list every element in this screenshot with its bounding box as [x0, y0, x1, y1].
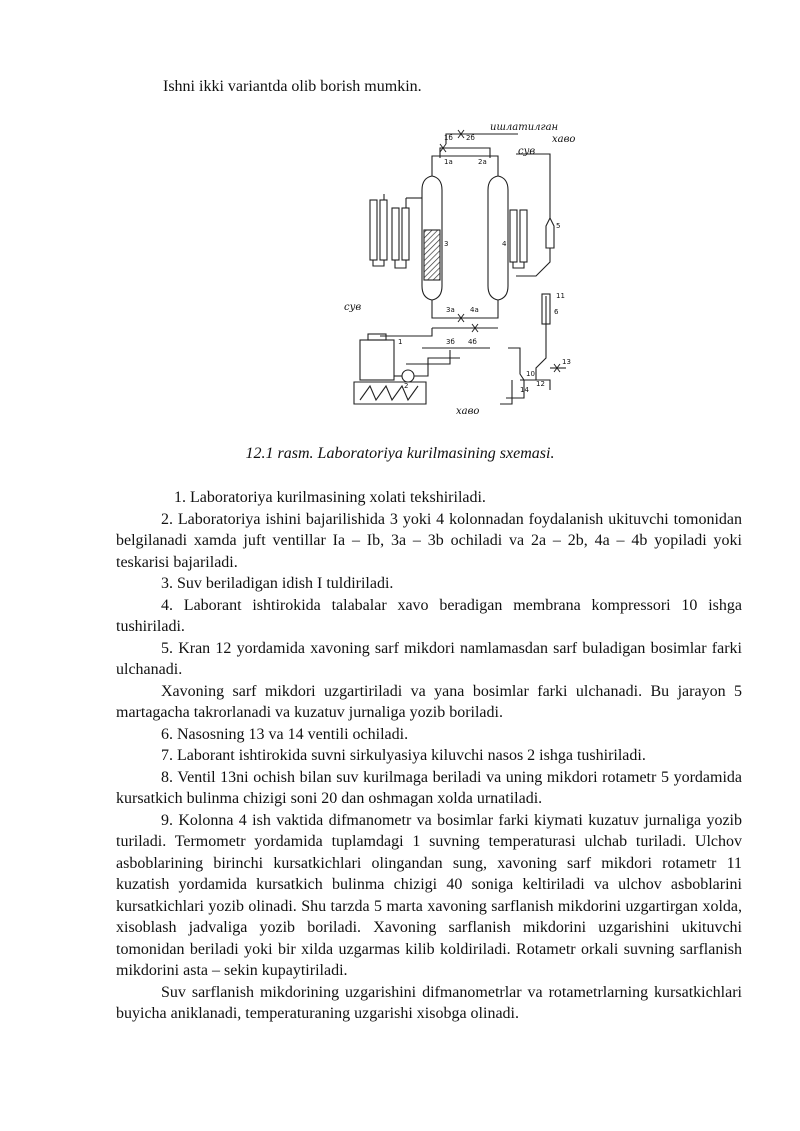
label-exhaust-top: ишлатилган [490, 122, 559, 133]
valve-1b: 1б [444, 134, 453, 142]
figure-caption: 12.1 rasm. Laboratoriya kurilmasining sxemasi. [245, 445, 555, 462]
pump-2 [402, 370, 414, 382]
label-water-top: сув [518, 146, 536, 157]
paragraph-7: 6. Nasosning 13 va 14 ventili ochiladi. [161, 725, 409, 743]
schematic-drawing [340, 118, 600, 420]
valve-3b: 3б [446, 338, 455, 346]
valve-4b: 4б [468, 338, 477, 346]
mark-1: 1 [398, 338, 403, 346]
valve-2a: 2а [478, 158, 487, 166]
valve-4a: 4а [470, 306, 479, 314]
mark-10: 10 [526, 370, 535, 378]
paragraph-3: 3. Suv beriladigan idish I tuldiriladi. [161, 575, 394, 592]
mark-5: 5 [556, 222, 561, 230]
mark-3: 3 [444, 240, 449, 248]
label-air-bottom: хаво [456, 406, 480, 417]
valve-2b: 2б [466, 134, 475, 142]
intro-text: Ishni ikki variantda olib borish mumkin. [163, 78, 422, 95]
column-4 [488, 166, 508, 312]
valve-1a: 1а [444, 158, 453, 166]
body-text [116, 487, 742, 1025]
paragraph-1: 1. Laboratoriya kurilmasining xolati tekshiriladi. [174, 489, 486, 506]
paragraph-6: Xavoning sarf mikdori uzgartiriladi va yana bosimlar farki ulchanadi. Bu jarayon 5 martagacha takrorlanadi va kuzatuv jurnaliga yozib boriladi. [116, 682, 742, 721]
water-tank-1 [360, 334, 394, 380]
mark-2: 2 [404, 382, 409, 390]
paragraph-10: 9. Kolonna 4 ish vaktida difmanometr va bosimlar farki kiymati kuzatuv jurnaliga yozib turiladi. Termometr yordamida tuplamdagi 1 suvning temperaturasi ulchab turiladi. Ulchov asboblarining birinchi kursatkichlari olingandan sung, xavoning sarf mikdori rotametr 11 kuzatish yordamida kursatkich bulinma chizigi 40 soniga keltiriladi va ulchov asboblarini kursatkichlari yozib olinadi. Shu tarzda 5 marta xavoning sarflanish mikdorini uzgartirgan xolda, xisoblash jadvaliga yozib boriladi. Xavoning sarflanish mikdorini uzgarishini ukituvchi tomonidan beriladi yoki bir xilda uzgarmas kilib koldiriladi. Rotametr orkali suvning sarflanish mikdorini asta – sekin kupaytiriladi. [116, 811, 742, 979]
mark-4: 4 [502, 240, 507, 248]
paragraph-8: 7. Laborant ishtirokida suvni sirkulyasiya kiluvchi nasos 2 ishga tushiriladi. [161, 747, 646, 764]
mark-11: 11 [556, 292, 565, 300]
label-exhaust-bottom: хаво [552, 134, 576, 145]
valve-3a: 3а [446, 306, 455, 314]
paragraph-11: Suv sarflanish mikdorining uzgarishini difmanometrlar va rotametrlarning kursatkichlari buyicha aniklanadi, temperaturaning uzgarishi xisobga olinadi. [116, 983, 742, 1022]
paragraph-5: 5. Kran 12 yordamida xavoning sarf mikdori namlamasdan sarf buladigan bosimlar farki ulchanadi. [116, 639, 742, 678]
mark-13: 13 [562, 358, 571, 366]
paragraph-2: 2. Laboratoriya ishini bajarilishida 3 yoki 4 kolonnadan foydalanish ukituvchi tomonidan belgilanadi xamda juft ventillar Ia – Ib, 3a – 3b ochiladi va 2a – 2b, 4a – 4b yopiladi yoki teskarisi bajariladi. [116, 510, 742, 571]
manometers-left [370, 194, 422, 268]
rotameter-5 [516, 218, 554, 276]
label-water-left: сув [344, 302, 362, 313]
mark-6: 6 [554, 308, 559, 316]
lab-setup-schematic [340, 118, 600, 420]
manometers-right [510, 210, 527, 268]
paragraph-4: 4. Laborant ishtirokida talabalar xavo beradigan membrana kompressori 10 ishga tushiriladi. [116, 596, 742, 635]
paragraph-9: 8. Ventil 13ni ochish bilan suv kurilmaga beriladi va uning mikdori rotametr 5 yordamida kursatkich bulinma chizigi soni 20 dan oshmagan xolda urnatiladi. [116, 768, 742, 807]
mark-12: 12 [536, 380, 545, 388]
mark-14: 14 [520, 386, 529, 394]
